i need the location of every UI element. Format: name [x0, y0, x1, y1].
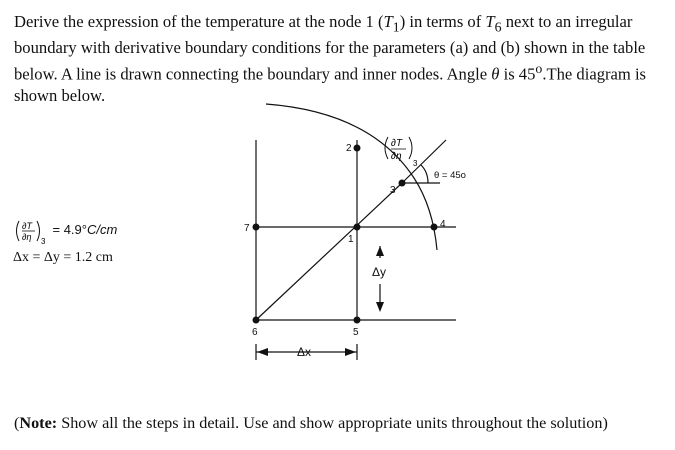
dy-label: Δy [372, 265, 387, 279]
node-label-3: 3 [390, 185, 396, 196]
dx-arrowhead-right [345, 348, 356, 356]
note: (Note: Show all the steps in detail. Use and show appropriate units throughout the solution) [14, 414, 608, 432]
node-label-7: 7 [244, 223, 250, 234]
grid-spacing: Δx = Δy = 1.2 cm [13, 250, 113, 265]
derivative-subscript: 3 [413, 159, 418, 168]
derivative-denominator: ∂η [391, 151, 402, 162]
node-6 [253, 317, 260, 324]
node-2 [354, 145, 361, 152]
irregular-boundary-arc [266, 104, 437, 250]
node-label-6: 6 [252, 327, 258, 338]
gradient-value: = 4.9° [52, 222, 87, 238]
node-3 [399, 180, 406, 187]
dx-arrowhead-left [257, 348, 268, 356]
derivative-numerator: ∂T [391, 138, 403, 149]
angle-arc [421, 165, 428, 183]
node-5 [354, 317, 361, 324]
dy-arrowhead-up [376, 246, 384, 256]
gradient-denominator: ∂η [22, 232, 32, 242]
problem-statement: Derive the expression of the temperature at the node 1 $(T_1)$ in terms of $T_6$ next to an irregular boundary with derivative boundary conditions for the parameters (a) and (b) shown in the table below. A line is drawn connecting the boundary and inner nodes. Angle θ is 45$^o$.The diagram is shown below. [14, 12, 647, 105]
note-label: Note: [19, 414, 58, 432]
note-text: Show all the steps in detail. Use and show appropriate units throughout the solution) [57, 414, 608, 432]
angle-label: θ = 45o [434, 170, 466, 181]
node-label-1: 1 [348, 234, 354, 245]
node-label-2: 2 [346, 143, 352, 154]
derivative-label-node3 [385, 137, 418, 168]
gradient-unit: C/cm [86, 222, 118, 238]
node-label-5: 5 [353, 327, 359, 338]
node-label-4: 4 [440, 219, 446, 230]
node-1 [354, 224, 361, 231]
node-7 [253, 224, 260, 231]
dy-arrowhead-down [376, 302, 384, 312]
gradient-numerator: ∂T [22, 221, 32, 231]
gradient-subscript: 3 [41, 237, 46, 244]
node-4 [431, 224, 438, 231]
dx-label: Δx [297, 345, 312, 359]
